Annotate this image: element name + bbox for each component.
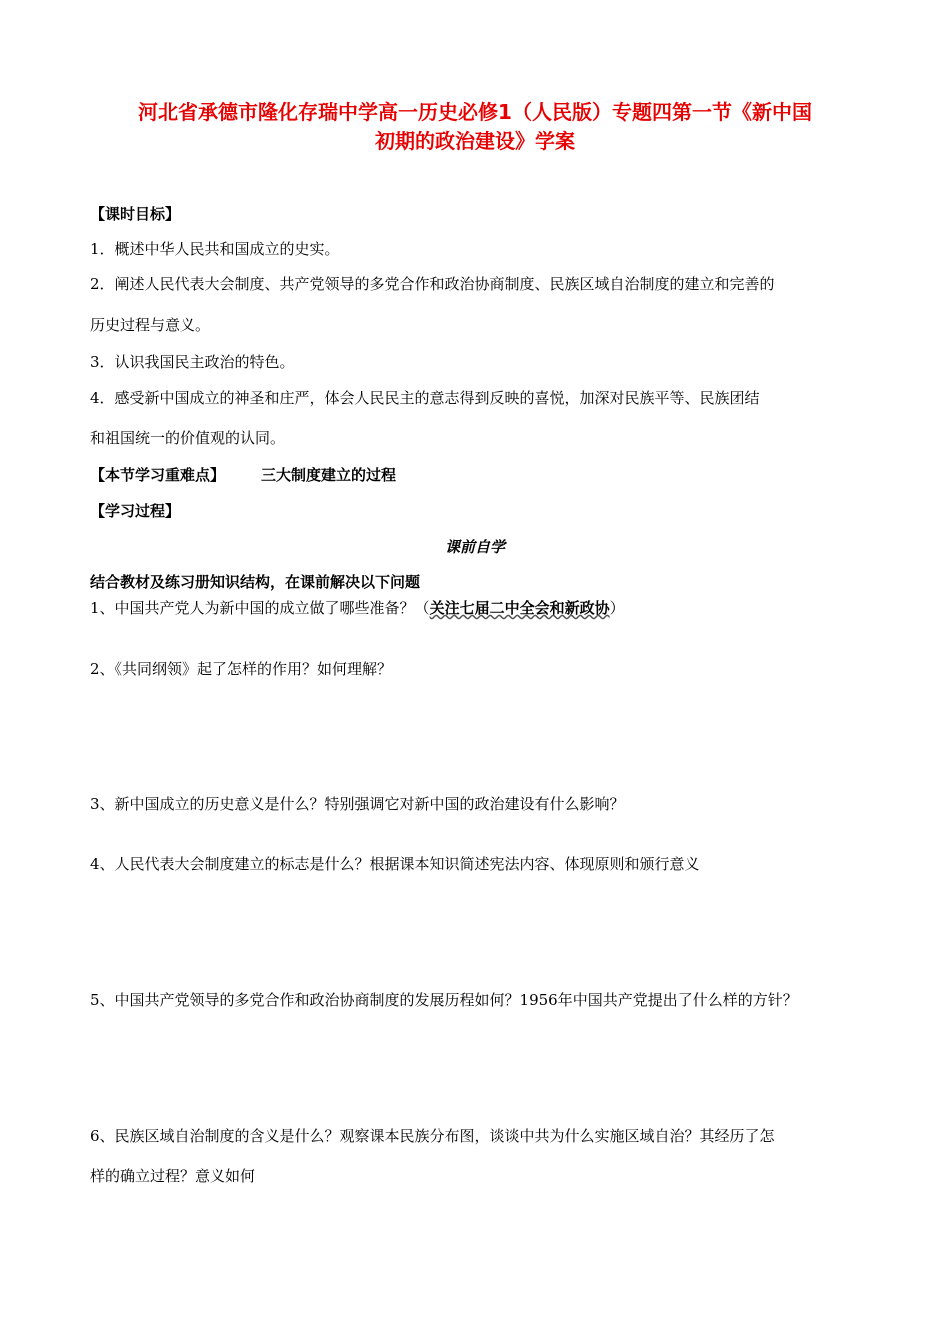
question-5: 5、中国共产党领导的多党合作和政治协商制度的发展历程如何？1956年中国共产党提出了什么样的方针？: [90, 991, 798, 1009]
document-title: [60, 98, 890, 156]
question-1-text: 1、中国共产党人为新中国的成立做了哪些准备？: [90, 599, 415, 617]
self-study-heading: 课前自学: [444, 538, 505, 556]
question-6: 6、民族区域自治制度的含义是什么？观察课本民族分布图，谈谈中共为什么实施区域自治？其经历了怎: [90, 1127, 775, 1145]
title-line-2: 初期的政治建设》学案: [375, 129, 575, 153]
objective-2-cont: 历史过程与意义。: [90, 316, 211, 334]
key-points-heading: 【本节学习重难点】: [90, 466, 226, 484]
objective-4-cont: 和祖国统一的价值观的认同。: [90, 429, 286, 447]
title-line-1: 河北省承德市隆化存瑞中学高一历史必修1（人民版）专题四第一节《新中国: [138, 100, 812, 124]
objective-3: 3．认识我国民主政治的特色。: [90, 353, 295, 371]
question-1: [90, 597, 625, 618]
objective-1: 1．概述中华人民共和国成立的史实。: [90, 240, 340, 258]
key-points-text: 三大制度建立的过程: [261, 466, 397, 484]
question-1-hint-close: ）: [609, 599, 625, 617]
objectives-heading: 【课时目标】: [90, 205, 181, 223]
question-2: 2、《共同纲领》起了怎样的作用？如何理解？: [90, 660, 393, 678]
question-6-cont: 样的确立过程？意义如何: [90, 1167, 256, 1185]
key-points-row: [90, 464, 396, 485]
process-heading: 【学习过程】: [90, 502, 181, 520]
question-1-hint: 关注七届二中全会和新政协: [429, 599, 610, 617]
question-1-hint-open: （: [414, 599, 430, 617]
objective-4: 4．感受新中国成立的神圣和庄严，体会人民民主的意志得到反映的喜悦，加深对民族平等、民族团结: [90, 389, 760, 407]
question-3: 3、新中国成立的历史意义是什么？特别强调它对新中国的政治建设有什么影响？: [90, 795, 625, 813]
question-4: 4、人民代表大会制度建立的标志是什么？根据课本知识简述宪法内容、体现原则和颁行意义: [90, 855, 700, 873]
instruction-text: 结合教材及练习册知识结构，在课前解决以下问题: [90, 573, 421, 591]
objective-2: 2．阐述人民代表大会制度、共产党领导的多党合作和政治协商制度、民族区域自治制度的建立和完善的: [90, 275, 775, 293]
